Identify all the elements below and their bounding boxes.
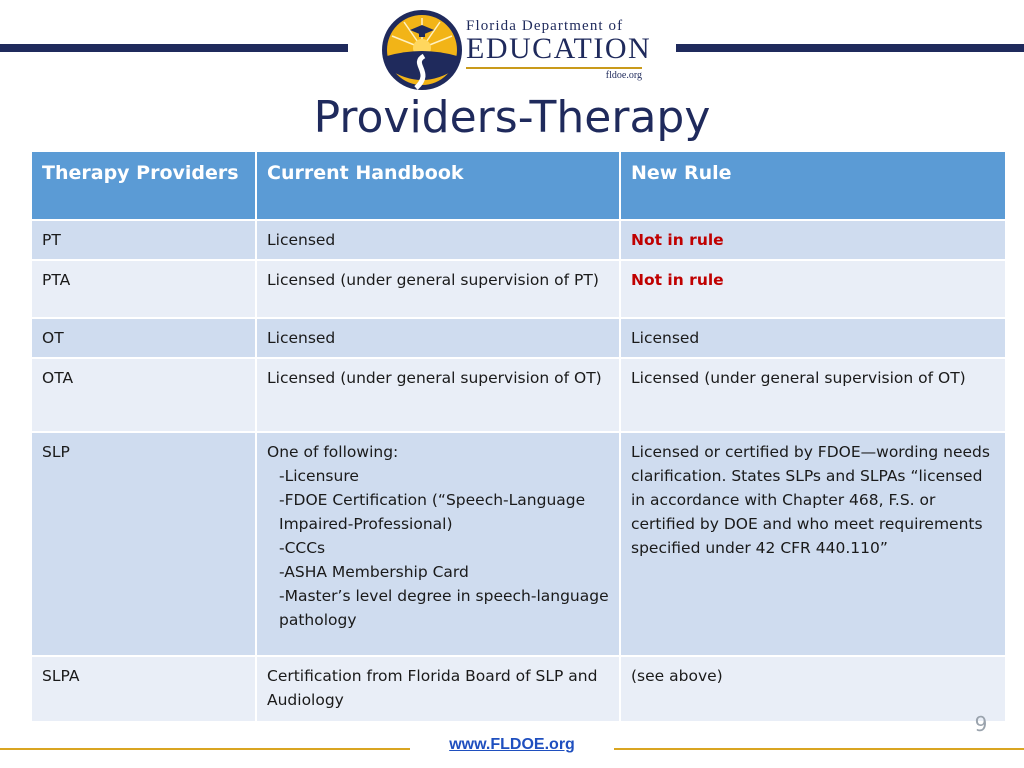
header-rule-left — [0, 44, 348, 52]
footer-website-link[interactable]: www.FLDOE.org — [449, 736, 575, 753]
table-row — [31, 220, 1006, 260]
table-row — [31, 432, 1006, 656]
handbook-cell: Licensed — [256, 220, 620, 260]
handbook-list-item: -FDOE Certification (“Speech-Language Impaired-Professional) — [279, 491, 586, 533]
logo-education-wordmark: EDUCATION — [466, 32, 652, 65]
footer-rule-right — [614, 748, 1024, 750]
table-header-row — [31, 151, 1006, 220]
logo-url: fldoe.org — [605, 70, 642, 81]
provider-cell: PT — [31, 220, 256, 260]
provider-cell: OTA — [31, 358, 256, 432]
provider-cell: PTA — [31, 260, 256, 318]
footer-rule-left — [0, 748, 410, 750]
table-row — [31, 358, 1006, 432]
handbook-list-item: -CCCs — [279, 539, 326, 557]
handbook-cell — [256, 432, 620, 656]
fldoe-logo — [380, 8, 652, 92]
rule-cell: Licensed — [620, 318, 1006, 358]
handbook-list-item: -Licensure — [279, 467, 359, 485]
header-rule-right — [676, 44, 1024, 52]
table-row — [31, 260, 1006, 318]
handbook-cell: Licensed (under general supervision of PT) — [256, 260, 620, 318]
page-number: 9 — [974, 712, 988, 736]
provider-cell: OT — [31, 318, 256, 358]
slide-title: Providers-Therapy — [313, 92, 711, 143]
handbook-list-item: -Master’s level degree in speech-language pathology — [279, 587, 609, 629]
providers-table — [30, 150, 1007, 723]
handbook-cell: Certification from Florida Board of SLP and Audiology — [256, 656, 620, 722]
header-new-rule: New Rule — [620, 151, 1006, 220]
logo-rule — [466, 67, 642, 69]
handbook-cell: Licensed (under general supervision of OT) — [256, 358, 620, 432]
handbook-intro: One of following: — [267, 443, 399, 461]
provider-cell: SLPA — [31, 656, 256, 722]
rule-cell: Not in rule — [620, 220, 1006, 260]
provider-cell: SLP — [31, 432, 256, 656]
logo-agency-name: Florida Department of — [466, 18, 624, 34]
handbook-list-item: -ASHA Membership Card — [279, 563, 469, 581]
rule-cell: Licensed or certified by FDOE—wording needs clarification. States SLPs and SLPAs “licensed in accordance with Chapter 468, F.S. or certified by DOE and who meet requirements specified under 42 CFR 440.110” — [620, 432, 1006, 656]
rule-cell: Not in rule — [620, 260, 1006, 318]
header-therapy-providers: Therapy Providers — [31, 151, 256, 220]
rule-cell: Licensed (under general supervision of OT) — [620, 358, 1006, 432]
handbook-cell: Licensed — [256, 318, 620, 358]
table-row — [31, 656, 1006, 722]
header-current-handbook: Current Handbook — [256, 151, 620, 220]
fldoe-seal-icon — [380, 8, 464, 92]
table-row — [31, 318, 1006, 358]
rule-cell: (see above) — [620, 656, 1006, 722]
